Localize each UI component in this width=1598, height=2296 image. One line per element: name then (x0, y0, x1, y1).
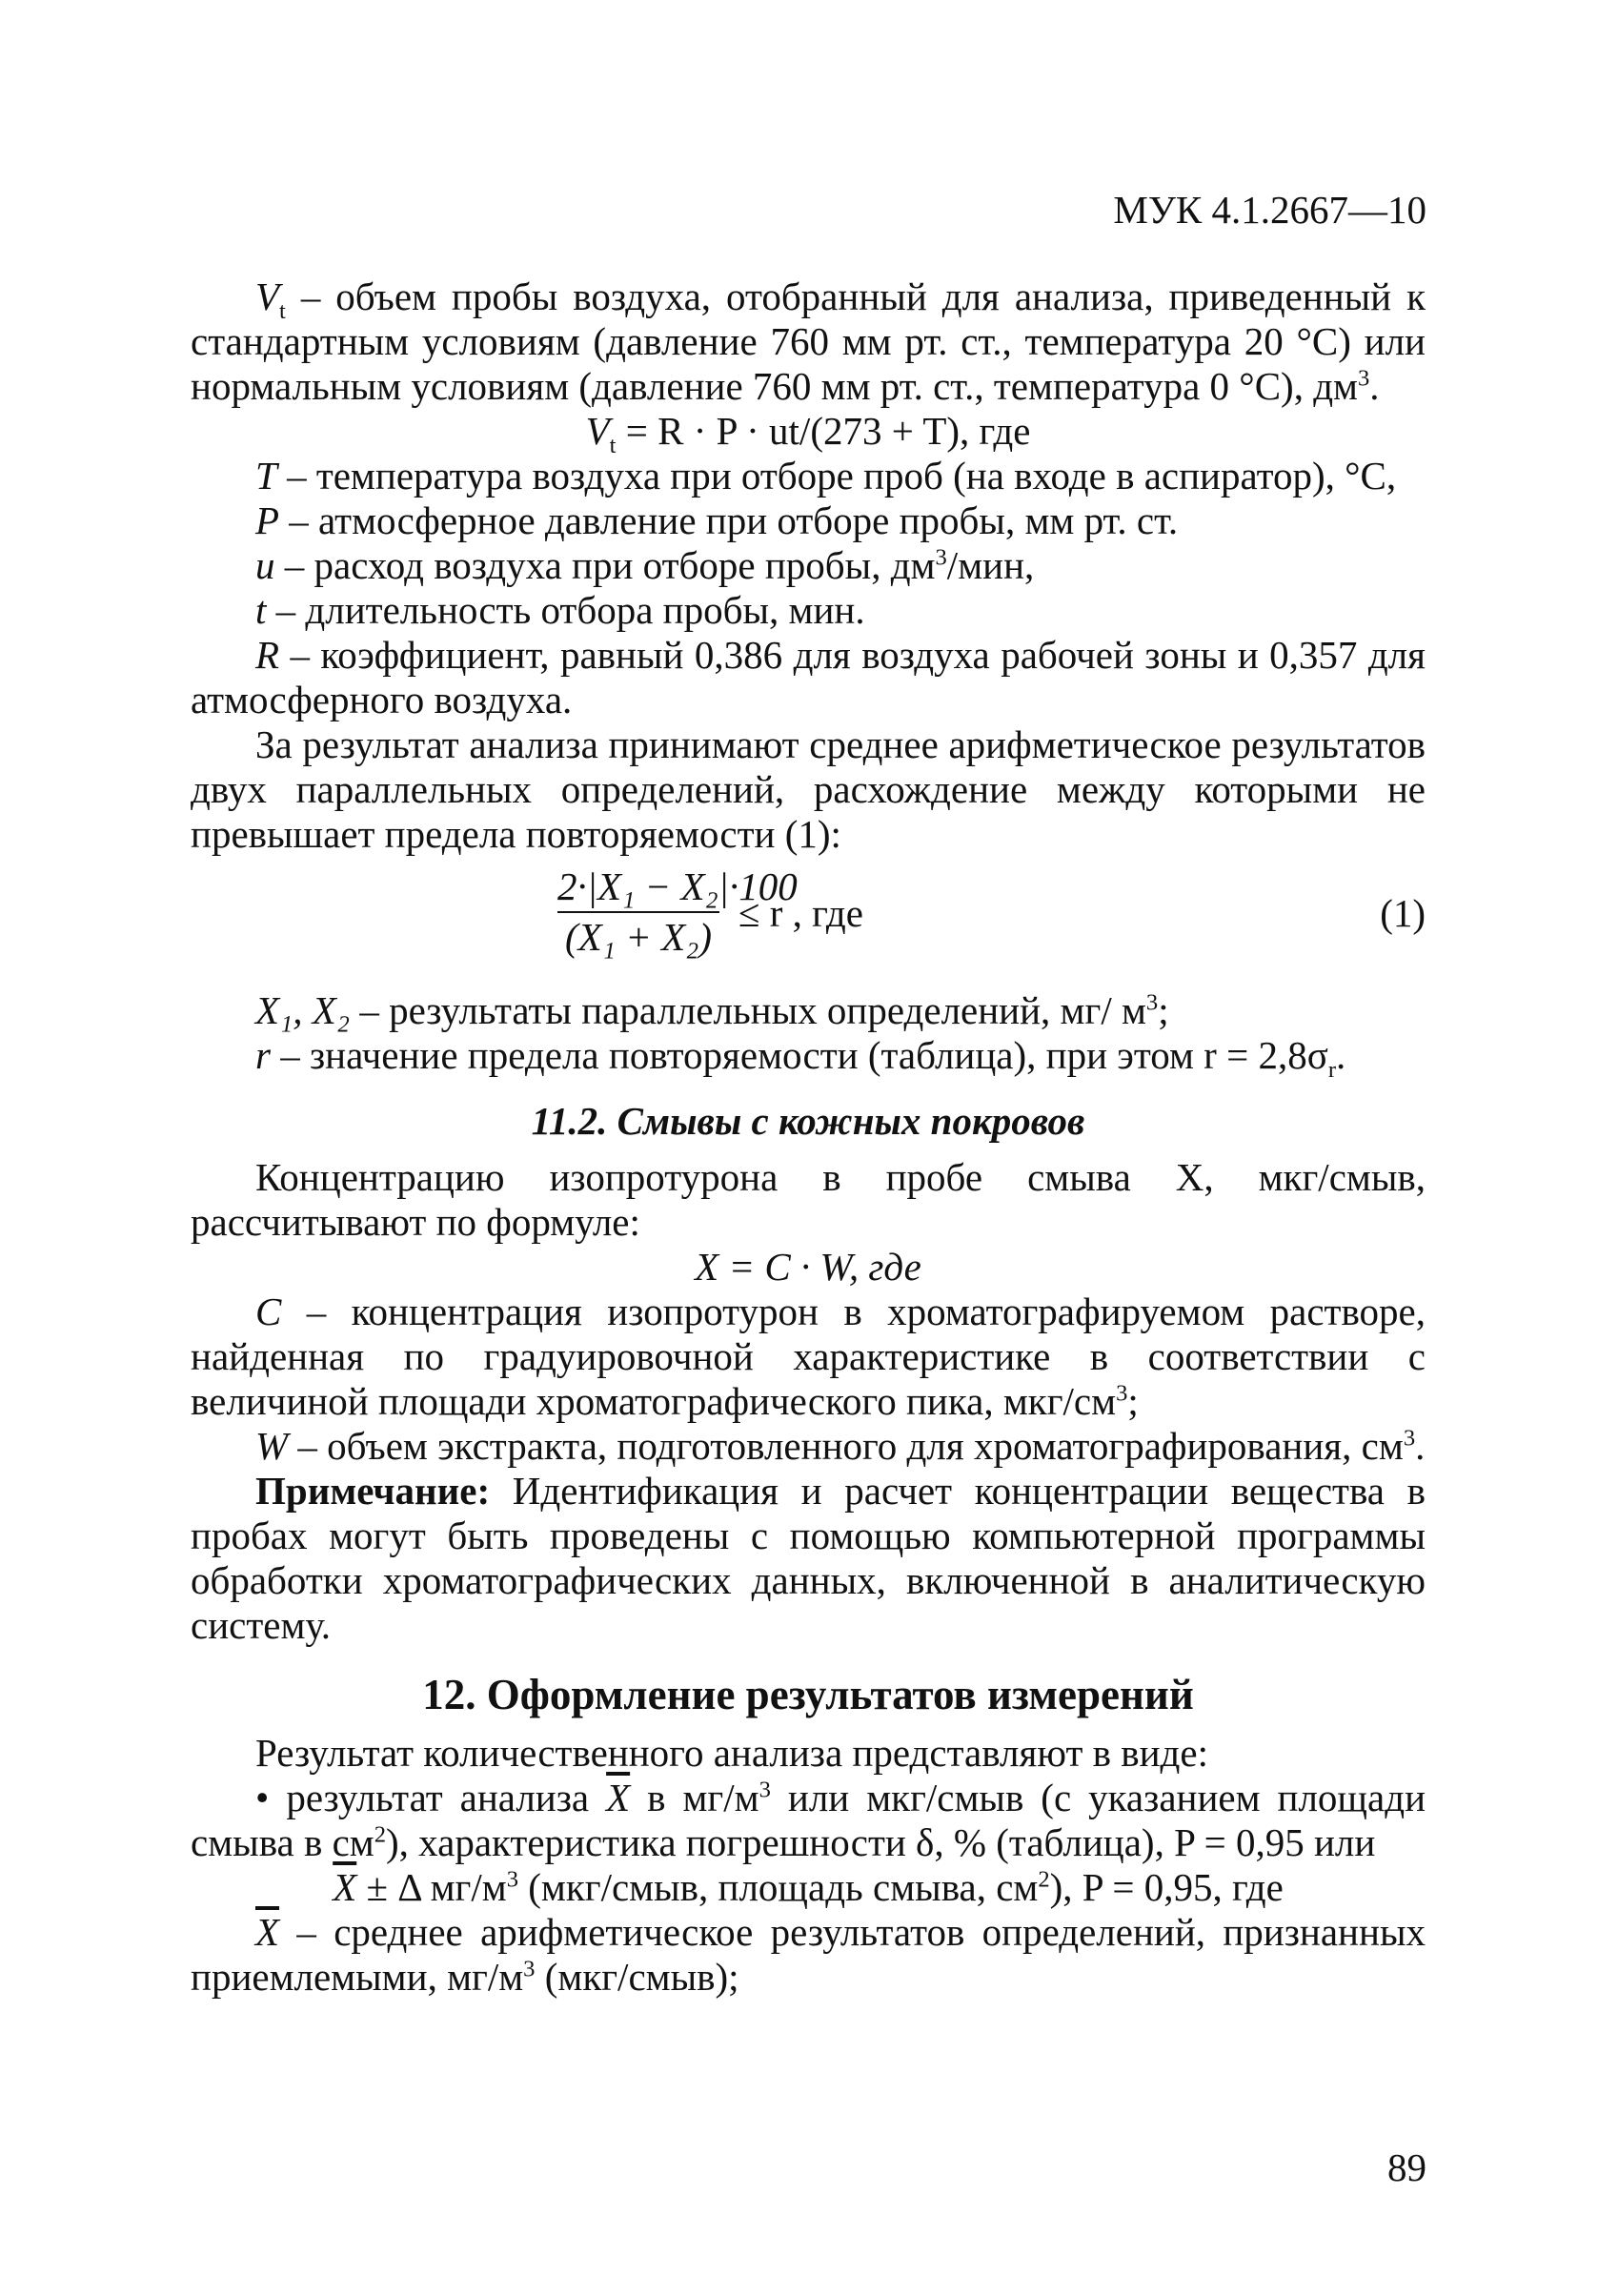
fraction-bar (557, 911, 719, 913)
w-definition: W – объем экстракта, подготовленного для хроматографирования, $см^3$. (255, 1424, 1426, 1468)
t-duration-definition: t – длительность отбора пробы, мин. (255, 588, 865, 632)
note: Примечание: Идентификация и расчет концентрации вещества в пробах могут быть проведены с помощью компьютерной программы обработки хроматографических данных, включенной в аналитическую систему. (191, 1469, 1426, 1647)
formula-x: X = C · W, где (695, 1245, 921, 1289)
result-expression: $\overline{X} \pm \Delta$ $мг/м^3$ (мкг/смыв, площадь смыва, $см^2$), P = 0,95, где (333, 1865, 1284, 1909)
wash-intro: Концентрацию изопротурона в пробе смыва X, мкг/смыв, рассчитывают по формуле: (191, 1155, 1426, 1244)
equation-1-fraction (557, 864, 798, 960)
note-label: Примечание: (255, 1469, 491, 1513)
repeatability-definition: r – значение предела повторяемости (таблица), при этом $r = 2,8\sigma_r$. (255, 1033, 1346, 1084)
section-heading: 12. Оформление результатов измерений (422, 1671, 1194, 1718)
vt-symbol: V (255, 274, 280, 318)
c-definition: C – концентрация изопротурон в хроматографируемом растворе, найденная по градуировочной характеристике в соответствии с величиной площади хроматографического пика, мкг/$см^3$; (191, 1290, 1426, 1423)
equation-1-tail: ≤ r , где (738, 891, 863, 935)
result-form: Результат количественного анализа представляют в виде: (255, 1731, 1208, 1775)
equation-1-numerator: 2·|X₁ − X₂|·100 (557, 864, 798, 908)
formula-vt: $V_t = R \cdot P \cdot ut/(273 + T)$, где (585, 409, 1031, 459)
page-number: 89 (1387, 2145, 1426, 2189)
vt-definition: $V_t$ – объем пробы воздуха, отобранный для анализа, приведенный к стандартным условиям (давление 760 мм рт. ст., температура 20 °С) или нормальным условиям (давление 760 мм рт. ст., температура 0 °С), $дм^3$. (191, 274, 1426, 408)
t-definition: T – температура воздуха при отборе проб (на входе в аспиратор), °С, (255, 454, 1397, 498)
equation-1-denominator: (X₁ + X₂) (564, 915, 713, 959)
x-definition: X₁, X₂ – результаты параллельных определений, мг/ $м^3$; (255, 988, 1169, 1032)
p-definition: P – атмосферное давление при отборе пробы, мм рт. ст. (255, 498, 1179, 542)
r-coefficient-definition: R – коэффициент, равный 0,386 для воздуха рабочей зоны и 0,357 для атмосферного воздуха. (191, 633, 1426, 721)
equation-1-number: (1) (1380, 891, 1426, 935)
x-bar-symbol: $\overline{X}$ (606, 1776, 631, 1819)
equation-1 (191, 864, 1426, 979)
mean-definition: $\overline{X}$ – среднее арифметическое результатов определений, признанных приемлемыми, $мг/м^3$ (мкг/смыв); (191, 1910, 1426, 1999)
u-definition: u – расход воздуха при отборе пробы, $дм^3$/мин, (255, 543, 1035, 587)
page-header: МУК 4.1.2667—10 (1113, 188, 1426, 232)
subsection-heading: 11.2. Смывы с кожных покровов (531, 1099, 1085, 1143)
page-body (191, 274, 1426, 2000)
bullet-result: • результат анализа $\overline{X}$ в $мг/м^3$ или мкг/смыв (с указанием площади смыва в $см^2$), характеристика погрешности δ, % (таблица), P = 0,95 или (191, 1776, 1426, 1864)
result-intro: За результат анализа принимают среднее арифметическое результатов двух параллельных определений, расхождение между которыми не превышает предела повторяемости (1): (191, 722, 1426, 856)
